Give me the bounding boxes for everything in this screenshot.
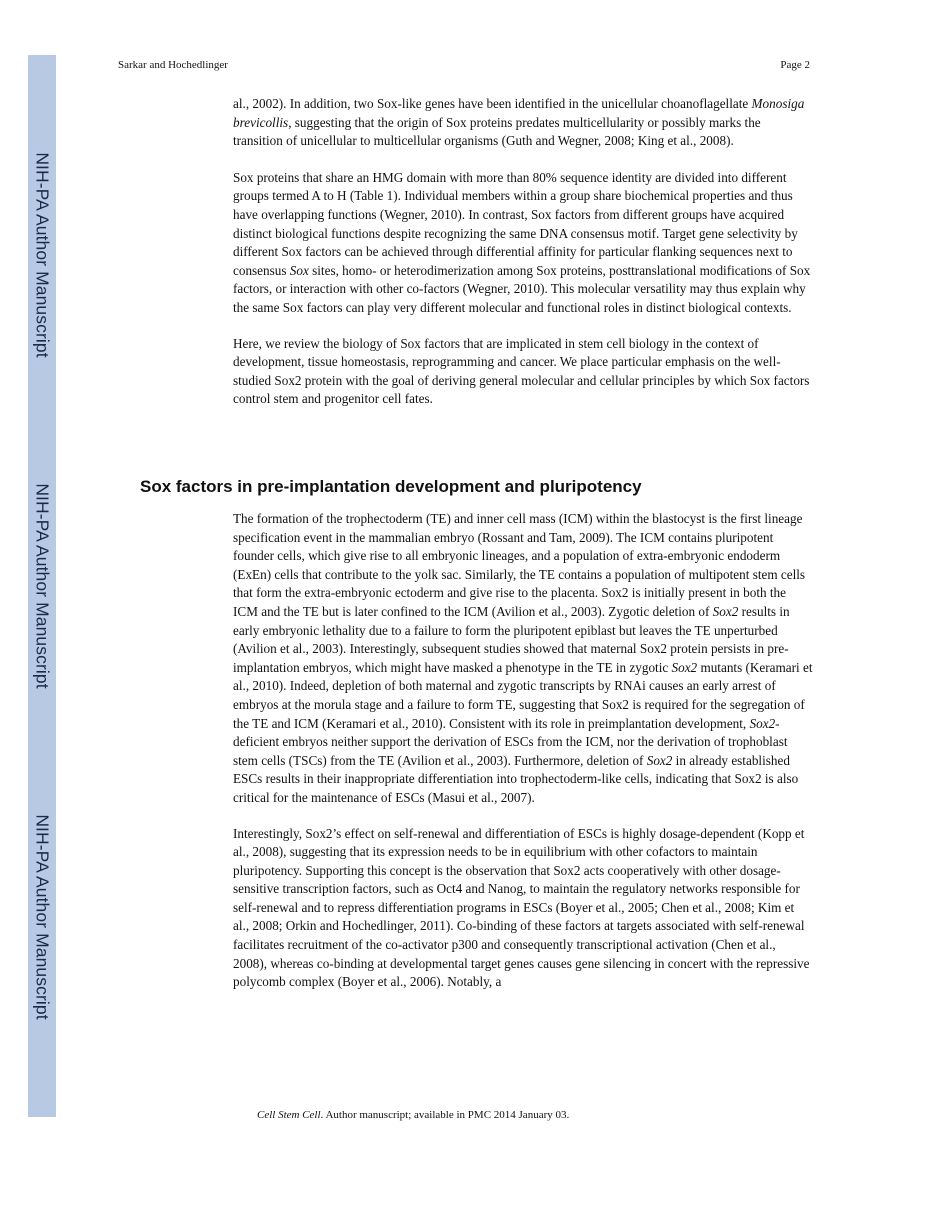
section-body: [233, 510, 813, 1009]
header-authors: Sarkar and Hochedlinger: [118, 59, 228, 71]
paragraph: [233, 169, 813, 318]
footer-note: . Author manuscript; available in PMC 2014 January 03.: [320, 1109, 570, 1121]
text-run: in already established ESCs results in their inappropriate differentiation into trophectoderm-like cells, indicating that Sox2 is also critical for the maintenance of ESCs (Masui et al., 2007).: [233, 752, 799, 805]
text-run: Here, we review the biology of Sox factors that are implicated in stem cell biology in the context of development, tissue homeostasis, reprogramming and cancer. We place particular emphasis on the well-studied Sox2 protein with the goal of deriving general molecular and cellular principles by which Sox factors control stem and progenitor cell fates.: [233, 335, 810, 407]
text-run: sites, homo- or heterodimerization among Sox proteins, posttranslational modifications of Sox factors, or interaction with other co-factors (Wegner, 2010). This molecular versatility may thus explain why the same Sox factors can play very different molecular and functional roles in distinct biological contexts.: [233, 262, 811, 315]
italic-text: Sox2: [712, 603, 739, 619]
italic-text: Sox2: [646, 752, 673, 768]
manuscript-sidebar: NIH-PA Author Manuscript NIH-PA Author Manuscript NIH-PA Author Manuscript: [28, 55, 56, 1117]
page-footer: [257, 1109, 569, 1121]
text-run: results in early embryonic lethality due to a failure to form the pluripotent epiblast but leaves the TE unperturbed (Avilion et al., 2003). Interestingly, subsequent studies showed that maternal Sox2 protein persists in pre-implantation embryos, which might have masked a phenotype in the TE in zygotic: [233, 603, 790, 675]
italic-text: Sox2: [749, 715, 776, 731]
italic-text: Sox2: [671, 659, 698, 675]
paragraph: [233, 95, 813, 151]
paragraph: [233, 825, 813, 992]
text-run: , suggesting that the origin of Sox proteins predates multicellularity or possibly marks the transition of unicellular to multicellular organisms (Guth and Wegner, 2008; King et al., 2008).: [233, 114, 761, 149]
paragraph: [233, 335, 813, 409]
section-heading: Sox factors in pre-implantation development and pluripotency: [140, 477, 642, 496]
text-run: al., 2002). In addition, two Sox-like genes have been identified in the unicellular choanoflagellate: [233, 96, 752, 111]
text-run: Interestingly, Sox2’s effect on self-renewal and differentiation of ESCs is highly dosage-dependent (Kopp et al., 2008), suggesting that its expression needs to be in equilibrium with other cofactors to maintain pluripotency. Supporting this concept is the observation that Sox2 acts cooperatively with other dosage-sensitive transcription factors, such as Oct4 and Nanog, to maintain the regulatory networks responsible for self-renewal and to repress differentiation programs in ESCs (Boyer et al., 2005; Chen et al., 2008; Kim et al., 2008; Orkin and Hochedlinger, 2011). Co-binding of these factors at targets associated with self-renewal facilitates recruitment of the co-activator p300 and consequently transcriptional activation (Chen et al., 2008), whereas co-binding at developmental target genes causes gene silencing in concert with the repressive polycomb complex (Boyer et al., 2006). Notably, a: [233, 825, 810, 990]
footer-journal: Cell Stem Cell: [257, 1109, 321, 1121]
text-run: mutants (Keramari et al., 2010). Indeed, depletion of both maternal and zygotic transcripts by RNAi causes an early arrest of embryos at the morula stage and a failure to form TE, suggesting that Sox2 is required for the segregation of the TE and ICM (Keramari et al., 2010). Consistent with its role in preimplantation development,: [233, 659, 813, 731]
text-run: Sox proteins that share an HMG domain with more than 80% sequence identity are divided into different groups termed A to H (Table 1). Individual members within a group share biochemical properties and thus have overlapping functions (Wegner, 2010). In contrast, Sox factors from different groups have acquired distinct biological functions despite recognizing the same DNA consensus motif. Target gene selectivity by different Sox factors can be achieved through differential affinity for particular flanking sequences next to consensus: [233, 169, 798, 278]
paragraph: [233, 510, 813, 808]
italic-text: Sox: [289, 262, 309, 278]
text-run: The formation of the trophectoderm (TE) and inner cell mass (ICM) within the blastocyst is the first lineage specification event in the mammalian embryo (Rossant and Tam, 2009). The ICM contains pluripotent founder cells, which give rise to all embryonic lineages, and a population of extra-embryonic endoderm (ExEn) cells that contribute to the yolk sac. Similarly, the TE contains a population of multipotent stem cells that form the extra-embryonic ectoderm and give rise to the placenta. Sox2 is initially present in both the ICM and the TE but is later confined to the ICM (Avilion et al., 2003). Zygotic deletion of: [233, 511, 806, 619]
text-run: -deficient embryos neither support the derivation of ESCs from the ICM, nor the derivation of trophoblast stem cells (TSCs) from the TE (Avilion et al., 2003). Furthermore, deletion of: [233, 715, 788, 768]
header-page-number: Page 2: [780, 59, 810, 71]
italic-text: Monosiga brevicollis: [233, 96, 805, 130]
intro-body: [233, 95, 813, 426]
